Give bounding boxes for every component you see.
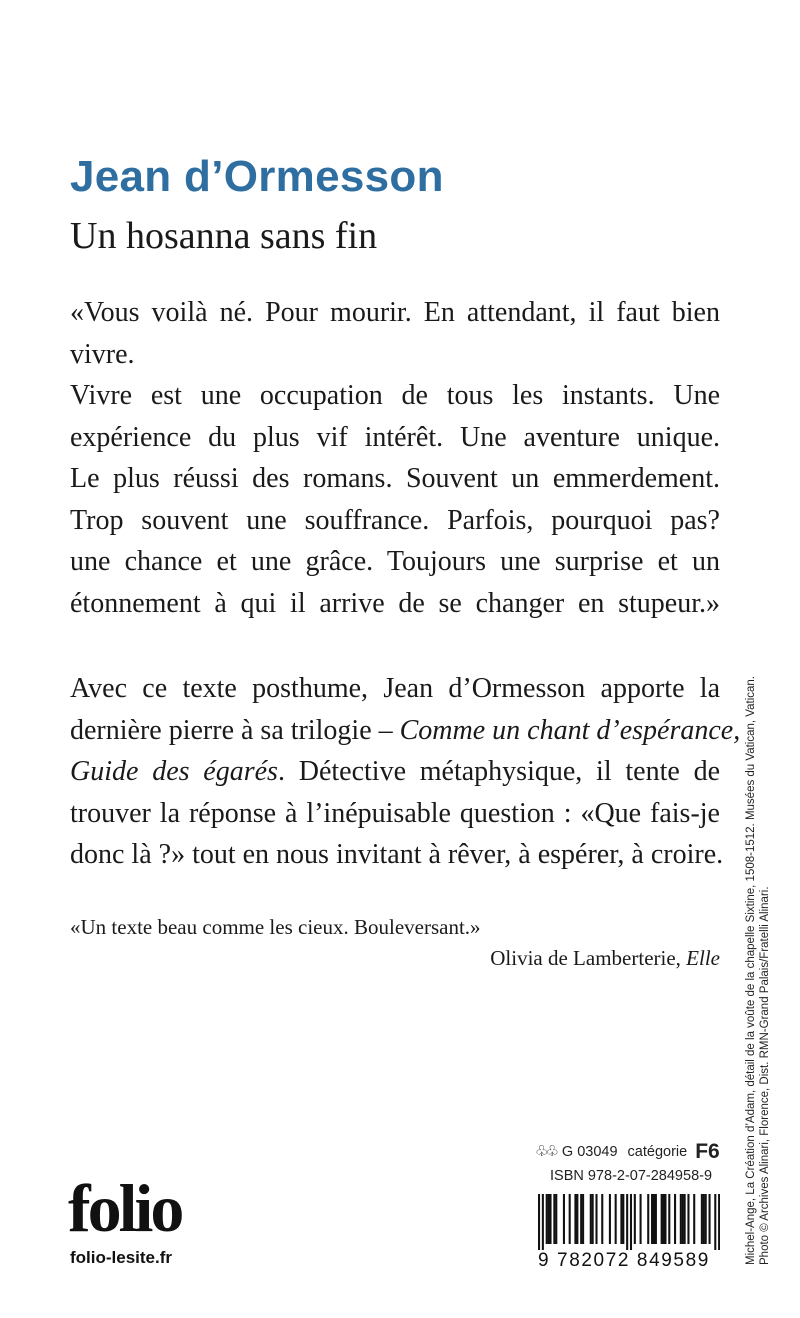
review-author: Olivia de Lamberterie, [490, 946, 687, 970]
barcode-bar [592, 1194, 594, 1244]
barcode-bar [703, 1194, 705, 1244]
barcode-bar [622, 1194, 624, 1244]
barcode-bar [668, 1194, 670, 1244]
barcode-bar [553, 1194, 555, 1244]
barcode-bar [542, 1194, 544, 1250]
book-title: Un hosanna sans fin [70, 215, 378, 257]
barcode-bar [634, 1194, 636, 1244]
review-source: Elle [686, 946, 720, 970]
barcode-bar [663, 1194, 665, 1244]
barcode-bar [580, 1194, 582, 1244]
books-icon: ♧♧ [535, 1143, 556, 1160]
trilogy-title-2: Guide des égarés [70, 756, 278, 787]
category-label: catégorie [627, 1144, 688, 1160]
excerpt-line: Le plus réussi des romans. Souvent un emmerdement. [70, 463, 720, 494]
excerpt-line: Vivre est une occupation de tous les instants. Une [70, 380, 720, 411]
barcode-bar [647, 1194, 649, 1244]
barcode-bar [601, 1194, 603, 1244]
barcode-bar [563, 1194, 565, 1244]
summary-line: Avec ce texte posthume, Jean d’Ormesson apporte la [70, 673, 720, 704]
barcode-bar [595, 1194, 597, 1244]
barcode-bar [674, 1194, 676, 1244]
summary-line: trouver la réponse à l’inépuisable question : «Que fais-je [70, 797, 720, 829]
barcode-bar [687, 1194, 689, 1244]
barcode-bar [684, 1194, 686, 1244]
excerpt-line: expérience du plus vif intérêt. Une aventure unique. [70, 421, 720, 453]
excerpt-line: Trop souvent une souffrance. Parfois, pourquoi pas? [70, 504, 720, 536]
barcode-bar [693, 1194, 695, 1244]
summary-text: . Détective métaphysique, il tente de [277, 756, 721, 787]
book-summary [70, 668, 741, 876]
barcode-bar [626, 1194, 628, 1250]
barcode-bar [682, 1194, 684, 1244]
review-quote: «Un texte beau comme les cieux. Bouleversant.» [70, 915, 481, 939]
barcode-bar [574, 1194, 576, 1244]
barcode-bar [590, 1194, 592, 1244]
barcode-bar [609, 1194, 611, 1244]
trilogy-title-1: Comme un chant d’espérance, [399, 714, 741, 746]
barcode-bar [705, 1194, 707, 1244]
barcode-bar [701, 1194, 703, 1244]
barcode-bar [548, 1194, 550, 1244]
summary-line: donc là ?» tout en nous invitant à rêver, à espérer, à croire. [70, 839, 724, 870]
barcode-digits: 9 782072 849589 [538, 1250, 710, 1271]
summary-text: dernière pierre à sa trilogie – [70, 714, 400, 746]
barcode-bar [680, 1194, 682, 1244]
category-row [535, 1140, 720, 1164]
barcode-bar [569, 1194, 571, 1244]
image-credit-line: Photo © Archives Alinari, Florence, Dist. RMN-Grand Palais/Fratelli Alinari. [759, 886, 771, 1265]
excerpt-line: «Vous voilà né. Pour mourir. En attendant, il faut bien [70, 297, 720, 328]
publisher-logo: folio [68, 1170, 182, 1246]
barcode-bar [655, 1194, 657, 1244]
catalog-code: G 03049 [561, 1144, 618, 1160]
barcode-bar [555, 1194, 557, 1244]
summary-line [70, 751, 720, 793]
book-excerpt [70, 292, 720, 624]
excerpt-line: une chance et une grâce. Toujours une surprise et un [70, 546, 720, 577]
barcode-bar [718, 1194, 720, 1250]
review-attribution [490, 944, 720, 972]
barcode-bar [620, 1194, 622, 1244]
barcode-bar [709, 1194, 711, 1244]
barcode-bar [664, 1194, 666, 1244]
barcode-bar [651, 1194, 653, 1244]
author-name: Jean d’Ormesson [70, 152, 444, 201]
image-credit [744, 676, 772, 1265]
image-credit-line: Michel-Ange, La Création d’Adam, détail de la voûte de la chapelle Sixtine, 1508-1512. Musées du Vatican, Vatican. [745, 676, 757, 1265]
barcode-bar [582, 1194, 584, 1244]
barcode-bar [640, 1194, 642, 1244]
excerpt-line: étonnement à qui il arrive de se changer en stupeur.» [70, 587, 720, 619]
barcode-bar [630, 1194, 632, 1250]
barcode-bar [546, 1194, 548, 1244]
summary-line [70, 710, 741, 752]
barcode-bar [549, 1194, 551, 1244]
barcode-bar [653, 1194, 655, 1244]
barcode-bar [714, 1194, 716, 1250]
barcode-bar [576, 1194, 578, 1244]
category-value: F6 [695, 1140, 720, 1163]
excerpt-line: vivre. [70, 338, 135, 370]
publisher-website: folio-lesite.fr [70, 1248, 173, 1267]
barcode-bar [615, 1194, 617, 1244]
barcode-bar [538, 1194, 540, 1250]
isbn: ISBN 978-2-07-284958-9 [550, 1168, 713, 1184]
barcode [538, 1194, 720, 1250]
barcode-bar [661, 1194, 663, 1244]
